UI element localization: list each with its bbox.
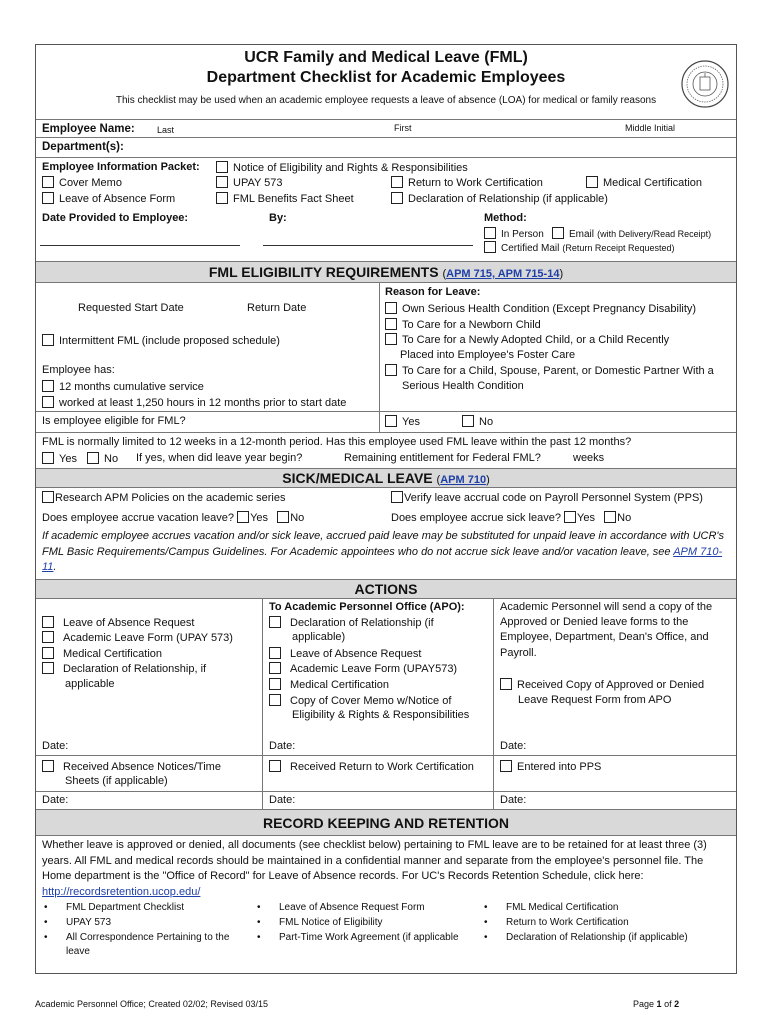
action-declaration-checkbox[interactable] [42,662,54,674]
method-label: Method: [484,212,527,224]
record-item: • Return to Work Certification [506,917,629,928]
apo-academic-checkbox[interactable] [269,662,281,674]
action-declaration[interactable]: Declaration of Relationship, if [42,662,206,675]
apo-academic-leave[interactable]: Academic Leave Form (UPAY573) [269,662,457,675]
date-provided-line[interactable] [40,245,240,246]
record-item-cont: leave [66,946,90,957]
reason4-checkbox[interactable] [385,364,397,376]
page-subtitle-heading: Department Checklist for Academic Employees [206,69,566,86]
action-date-5: Date: [269,794,296,806]
action-date-1: Date: [42,740,69,752]
upay-item[interactable]: UPAY 573 [216,176,283,189]
reason-label: Reason for Leave: [385,286,481,298]
declaration-checkbox[interactable] [391,192,403,204]
received-notices-checkbox[interactable] [42,760,54,772]
method-email[interactable]: Email (with Delivery/Read Receipt) [552,227,711,240]
received-copy-checkbox[interactable] [500,678,512,690]
record-item: • FML Medical Certification [506,902,618,913]
benefits-checkbox[interactable] [216,192,228,204]
accrual-note: If academic employee accrues vacation and/or sick leave, accrued paid leave may be substituted for unpaid leave in accordance with UCR's FML Basic Requirements/Campus Guidelines. For Academic appointees who do not accrue sick leave and/or vacation leave, see APM 710-11. [42,530,725,573]
requested-start-label: Requested Start Date [78,302,184,314]
used-yes[interactable]: Yes [42,452,77,465]
received-return-item[interactable]: Received Return to Work Certification [269,760,474,773]
vac-no-checkbox[interactable] [277,511,289,523]
apo-cover-memo-cont: Eligibility & Rights & Responsibilities [292,709,470,721]
email-checkbox[interactable] [552,227,564,239]
record-item: • UPAY 573 [66,917,111,928]
action-medical-cert[interactable]: Medical Certification [42,647,162,660]
months12-item[interactable]: 12 months cumulative service [42,380,204,393]
apo-declaration[interactable]: Declaration of Relationship (if [269,616,434,629]
record-item: • FML Notice of Eligibility [279,917,383,928]
used-no[interactable]: No [87,452,118,465]
notice-item[interactable]: Notice of Eligibility and Rights & Responsibilities [216,161,468,174]
used-yes-checkbox[interactable] [42,452,54,464]
used-no-checkbox[interactable] [87,452,99,464]
months12-checkbox[interactable] [42,380,54,392]
return-cert-checkbox[interactable] [391,176,403,188]
record-item: • Leave of Absence Request Form [279,902,425,913]
action-date-4: Date: [42,794,69,806]
reason-care-cont: Serious Health Condition [402,380,524,392]
ap-send-text-2: Approved or Denied leave forms to the [500,616,689,628]
packet-label: Employee Information Packet: [42,161,200,173]
method-in-person[interactable]: In Person [484,227,544,240]
medical-cert-item[interactable]: Medical Certification [586,176,702,189]
reason-newborn[interactable]: To Care for a Newborn Child [385,318,541,331]
apm-710-link[interactable]: APM 710 [440,474,487,486]
ap-send-text-3: Employee, Department, Dean's Office, and [500,631,709,643]
vac-yes-checkbox[interactable] [237,511,249,523]
eligibility-heading: FML ELIGIBILITY REQUIREMENTS (APM 715, APM 715-14) [36,261,736,283]
employee-has-label: Employee has: [42,364,115,376]
eligible-yes[interactable]: Yes [385,415,420,428]
record-item: • Declaration of Relationship (if applicable) [506,932,688,943]
action-date-6: Date: [500,794,527,806]
verify-item[interactable]: Verify leave accrual code on Payroll Personnel System (PPS) [391,491,703,504]
apo-loa-request[interactable]: Leave of Absence Request [269,647,421,660]
middle-initial-label: Middle Initial [625,123,676,133]
records-retention-link[interactable]: http://recordsretention.ucop.edu/ [42,885,201,898]
hours-item[interactable]: worked at least 1,250 hours in 12 months prior to start date [42,396,346,409]
page-description: This checklist may be used when an academic employee requests a leave of absence (LOA) for medical or family reasons [115,95,657,106]
verify-checkbox[interactable] [391,491,403,503]
records-text: Whether leave is approved or denied, all documents (see checklist below) pertaining to FML leave are to be retained for at least three (3) years. All FML and medical records should be maintained in a confidential manner and separate from the employee's personnel file. The Home department is the "Office of Record" for Leave of Absence records. For UC's Records Retention Schedule, click here: http://recordsretention.ucop.edu/ [42,839,707,898]
remaining-label: Remaining entitlement for Federal FML? [344,452,541,464]
apo-declaration-checkbox[interactable] [269,616,281,628]
apm-710-11-link[interactable]: APM 710-11 [42,545,723,573]
apo-cover-memo[interactable]: Copy of Cover Memo w/Notice of [269,694,451,707]
action-academic-checkbox[interactable] [42,631,54,643]
eligible-no[interactable]: No [462,415,493,428]
received-return-checkbox[interactable] [269,760,281,772]
apo-cover-checkbox[interactable] [269,694,281,706]
action-date-3: Date: [500,740,527,752]
received-copy-item[interactable]: Received Copy of Approved or Denied [500,678,704,691]
apm-715-link[interactable]: APM 715, APM 715-14 [446,268,560,280]
sick-no-checkbox[interactable] [604,511,616,523]
action-medical-checkbox[interactable] [42,647,54,659]
hours-checkbox[interactable] [42,396,54,408]
apo-loa-checkbox[interactable] [269,647,281,659]
apo-declaration-cont: applicable) [292,631,346,643]
reason3-checkbox[interactable] [385,333,397,345]
return-date-label: Return Date [247,302,307,314]
fml-limit-text: FML is normally limited to 12 weeks in a 12-month period. Has this employee used FML leave within the past 12 months? [42,436,632,448]
loa-form-item[interactable]: Leave of Absence Form [42,192,175,205]
department-label: Department(s): [42,141,124,153]
ap-send-text-4: Payroll. [500,647,537,659]
reason-own-health[interactable]: Own Serious Health Condition (Except Pregnancy Disability) [385,302,696,315]
reason-care[interactable]: To Care for a Child, Spouse, Parent, or Domestic Partner With a [385,364,714,377]
ap-send-text-1: Academic Personnel will send a copy of the [500,601,713,613]
reason1-checkbox[interactable] [385,302,397,314]
received-notices-item[interactable]: Received Absence Notices/Time [42,760,221,773]
action-loa-request[interactable]: Leave of Absence Request [42,616,194,629]
research-item[interactable]: Research APM Policies on the academic series [42,491,286,504]
record-item: • FML Department Checklist [66,902,184,913]
employee-name-label: Employee Name: [42,123,135,135]
medical-cert-checkbox[interactable] [586,176,598,188]
record-item: • Part-Time Work Agreement (if applicable [279,932,459,943]
entered-pps-checkbox[interactable] [500,760,512,772]
notice-checkbox[interactable] [216,161,228,173]
checklist-page [35,44,737,974]
cover-memo-item[interactable]: Cover Memo [42,176,122,189]
reason-adopted[interactable]: To Care for a Newly Adopted Child, or a Child Recently [385,333,669,346]
in-person-checkbox[interactable] [484,227,496,239]
last-name-label: Last [157,125,175,135]
page-title: UCR Family and Medical Leave (FML) [244,49,528,66]
action-declaration-cont: applicable [65,678,115,690]
sick-question: Does employee accrue sick leave? Yes No [391,512,632,524]
action-date-2: Date: [269,740,296,752]
footer-revision: Academic Personnel Office; Created 02/02; Revised 03/15 [35,999,268,1009]
first-name-label: First [394,123,412,133]
sick-heading: SICK/MEDICAL LEAVE (APM 710) [36,468,736,488]
eligible-no-checkbox[interactable] [462,415,474,427]
reason-adopted-cont: Placed into Employee's Foster Care [400,349,576,361]
received-notices-cont: Sheets (if applicable) [65,775,168,787]
benefits-item[interactable]: FML Benefits Fact Sheet [216,192,354,205]
intermittent-item[interactable]: Intermittent FML (include proposed schedule) [42,334,280,347]
sick-yes-checkbox[interactable] [564,511,576,523]
records-heading: RECORD KEEPING AND RETENTION [36,809,736,836]
declaration-item[interactable]: Declaration of Relationship (if applicable) [391,192,608,205]
apo-medical-checkbox[interactable] [269,678,281,690]
vacation-question: Does employee accrue vacation leave? Yes No [42,512,305,524]
apo-title: To Academic Personnel Office (APO): [269,601,465,613]
by-label: By: [269,212,287,224]
upay-checkbox[interactable] [216,176,228,188]
entered-pps-item[interactable]: Entered into PPS [500,760,601,773]
reason2-checkbox[interactable] [385,318,397,330]
received-copy-cont: Leave Request Form from APO [518,694,672,706]
uc-seal-icon [680,59,730,109]
research-checkbox[interactable] [42,491,54,503]
eligible-question: Is employee eligible for FML? [42,415,186,427]
intermittent-checkbox[interactable] [42,334,54,346]
return-cert-item[interactable]: Return to Work Certification [391,176,543,189]
cover-memo-checkbox[interactable] [42,176,54,188]
eligible-yes-checkbox[interactable] [385,415,397,427]
method-certified[interactable]: Certified Mail (Return Receipt Requested) [484,241,674,254]
actions-heading: ACTIONS [36,579,736,599]
by-line[interactable] [263,245,473,246]
apo-medical-cert[interactable]: Medical Certification [269,678,389,691]
record-item: • All Correspondence Pertaining to the [66,932,229,943]
action-loa-checkbox[interactable] [42,616,54,628]
leave-year-label: If yes, when did leave year begin? [136,452,303,464]
action-academic-leave[interactable]: Academic Leave Form (UPAY 573) [42,631,233,644]
page-number: Page 1 of 2 [633,999,680,1009]
loa-form-checkbox[interactable] [42,192,54,204]
weeks-label: weeks [573,452,605,464]
certified-checkbox[interactable] [484,241,496,253]
date-provided-label: Date Provided to Employee: [42,212,189,224]
